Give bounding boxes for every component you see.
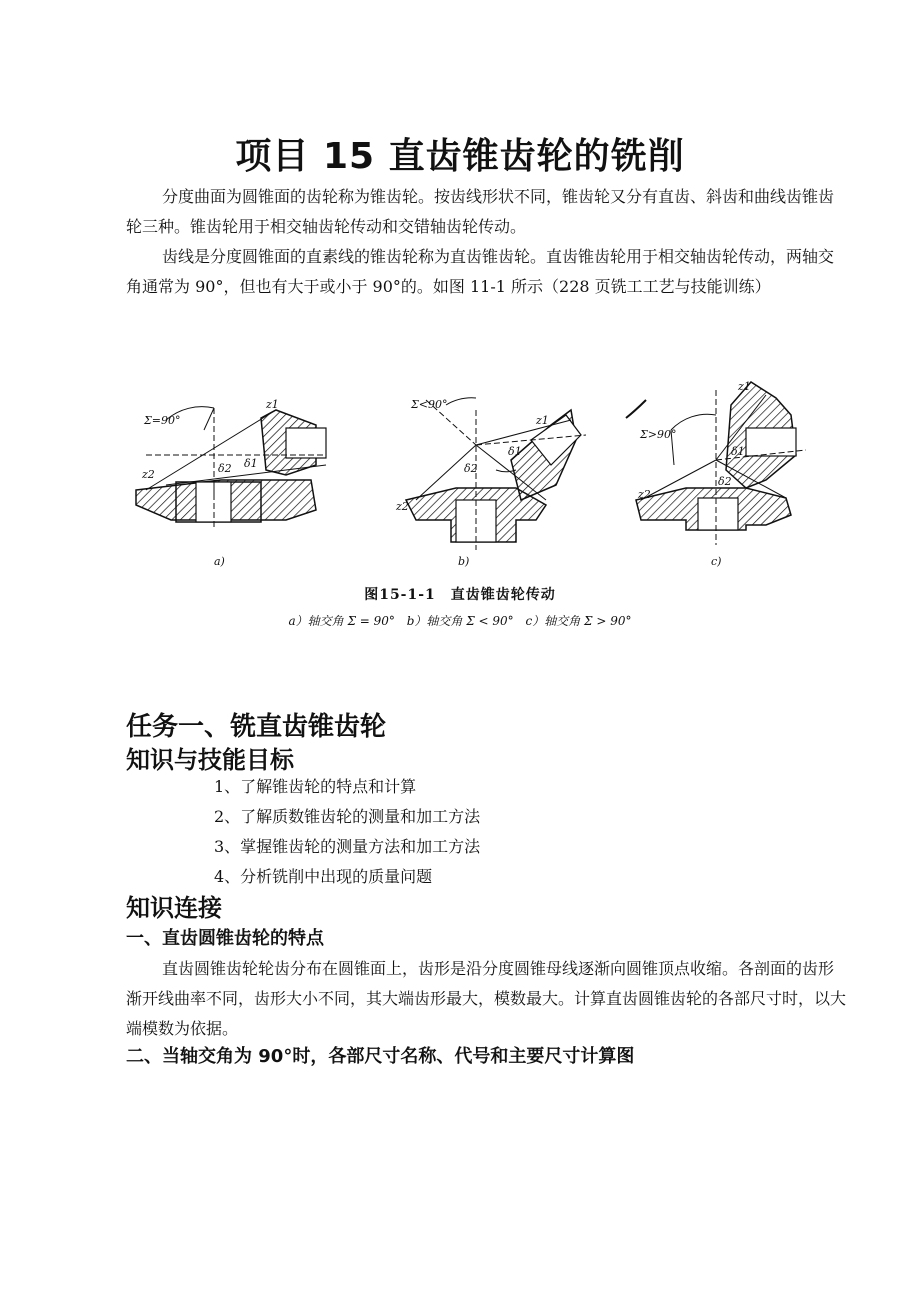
figure-subcaption [0, 612, 920, 629]
panel-a-delta1-label: δ1 [244, 457, 258, 470]
subcaption-c: c）轴交角 Σ > 90° [525, 614, 632, 628]
section2-heading: 二、当轴交角为 90°时，各部尺寸名称、代号和主要尺寸计算图 [126, 1046, 635, 1067]
intro-paragraph-2: 齿线是分度圆锥面的直素线的锥齿轮称为直齿锥齿轮。直齿锥齿轮用于相交轴齿轮传动，两轴交角通常为 90°，但也有大于或小于 90°的。如图 11-1 所示（228 页铣工工艺与技能训练） [126, 247, 835, 296]
panel-b-drawing [406, 398, 586, 550]
section1-heading: 一、直齿圆锥齿轮的特点 [126, 928, 324, 949]
panel-c-delta1-label: δ1 [731, 445, 745, 458]
goal-item: 3、掌握锥齿轮的测量方法和加工方法 [214, 837, 481, 856]
panel-a-z1-label: z1 [266, 398, 279, 411]
panel-c-drawing [626, 382, 806, 545]
goals-list [214, 772, 480, 892]
section1-paragraph: 直齿圆锥齿轮轮齿分布在圆锥面上，齿形是沿分度圆锥母线逐渐向圆锥顶点收缩。各剖面的齿形渐开线曲率不同，齿形大小不同，其大端齿形最大，模数最大。计算直齿圆锥齿轮的各部尺寸时，以大端模数为依据。 [126, 959, 847, 1038]
panel-b-sub-label: b) [458, 555, 470, 568]
panel-c-delta2-label: δ2 [718, 475, 732, 488]
task-heading: 任务一、铣直齿锥齿轮 [126, 712, 387, 742]
panel-a-delta2-label: δ2 [218, 462, 232, 475]
panel-c-sub-label: c) [711, 555, 722, 568]
panel-b-delta2-label: δ2 [464, 462, 478, 475]
panel-b-delta1-label: δ1 [508, 445, 522, 458]
panel-c-z2-label: z2 [638, 488, 651, 501]
intro-paragraph-1: 分度曲面为圆锥面的齿轮称为锥齿轮。按齿线形状不同，锥齿轮又分有直齿、斜齿和曲线齿锥齿轮三种。锥齿轮用于相交轴齿轮传动和交错轴齿轮传动。 [126, 187, 835, 236]
panel-c-angle-label: Σ>90° [640, 428, 677, 441]
panel-a-sub-label: a) [214, 555, 225, 568]
panel-a-z2-label: z2 [142, 468, 155, 481]
goal-item: 4、分析铣削中出现的质量问题 [214, 867, 433, 886]
panel-b-z1-label: z1 [536, 414, 549, 427]
goal-item: 1、了解锥齿轮的特点和计算 [214, 777, 417, 796]
page-title: 项目 15 直齿锥齿轮的铣削 [235, 136, 685, 177]
panel-a-angle-label: Σ=90° [144, 414, 181, 427]
panel-b-angle-label: Σ<90° [411, 398, 448, 411]
figure-caption: 图15-1-1 直齿锥齿轮传动 [364, 587, 556, 603]
subcaption-b: b）轴交角 Σ < 90° [406, 614, 514, 628]
goals-heading: 知识与技能目标 [126, 746, 294, 774]
subcaption-a: a）轴交角 Σ = 90° [288, 614, 395, 628]
goal-item: 2、了解质数锥齿轮的测量和加工方法 [214, 807, 481, 826]
panel-c-z1-label: z1 [738, 380, 751, 393]
connect-heading: 知识连接 [126, 894, 222, 922]
panel-b-z2-label: z2 [396, 500, 409, 513]
